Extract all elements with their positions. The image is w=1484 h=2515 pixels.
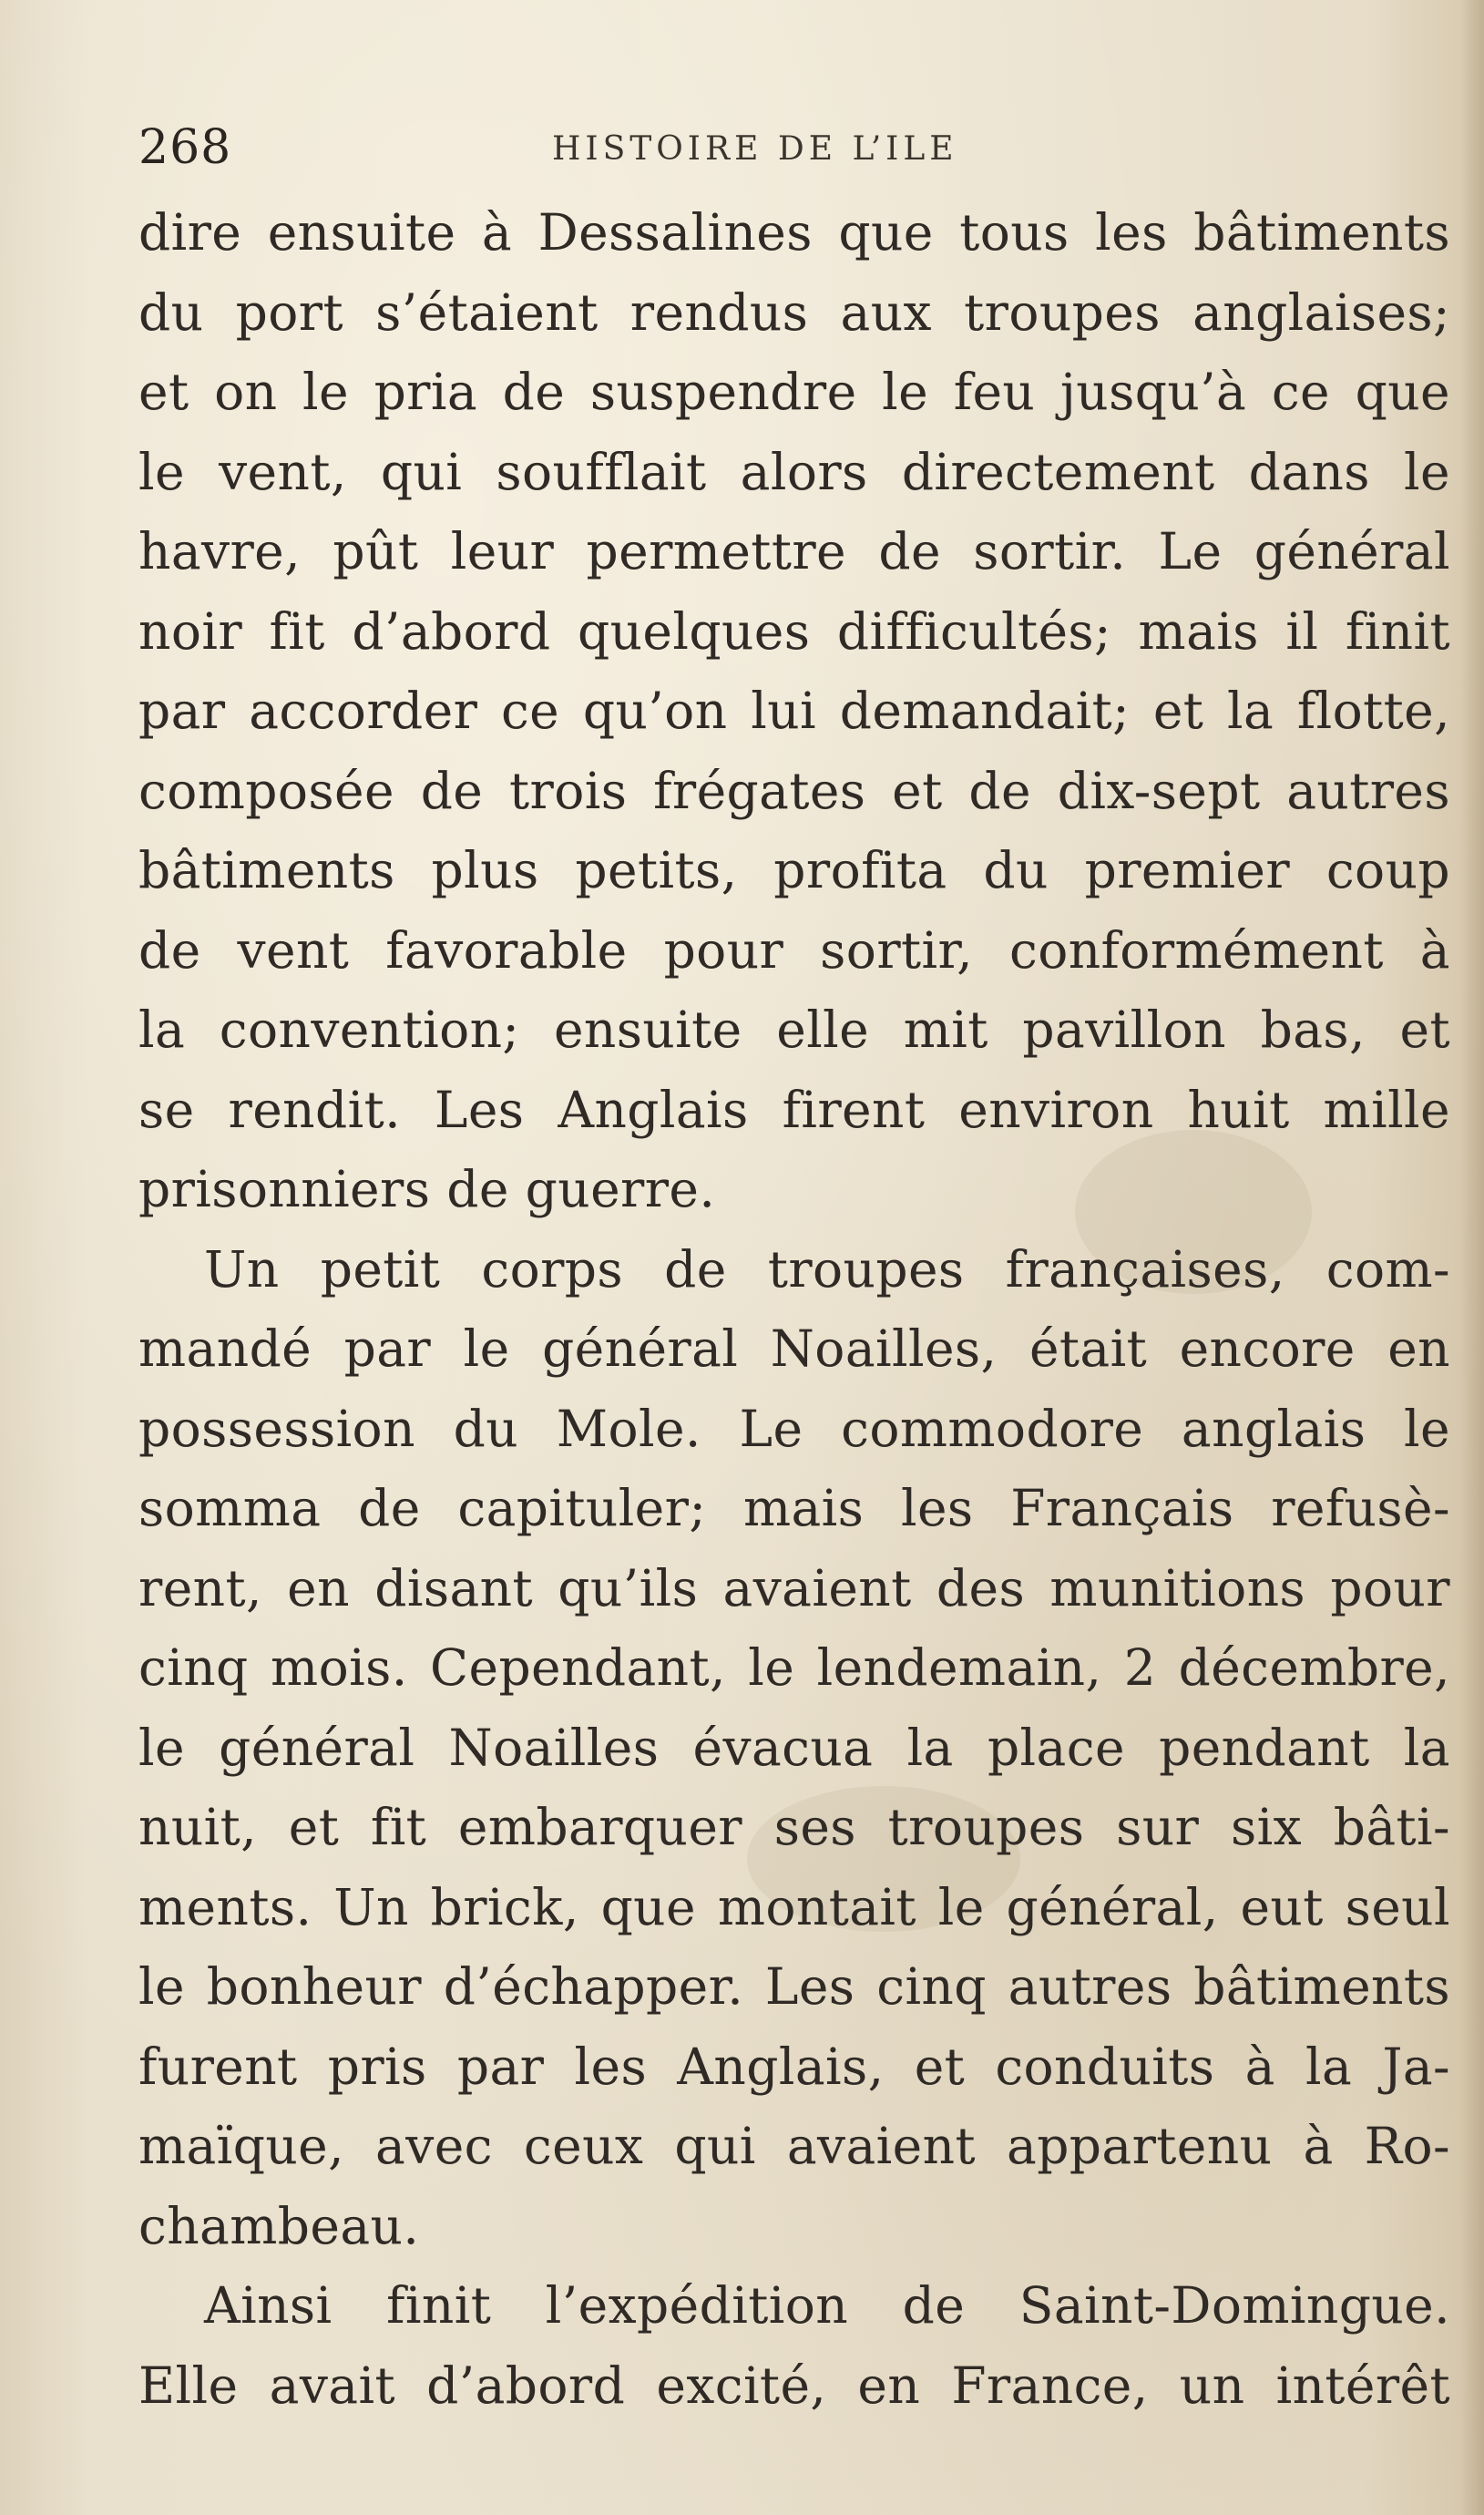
text-line: par accorder ce qu’on lui demandait; et la flotte, [138, 682, 1450, 740]
text-line: chambeau. [138, 2196, 420, 2255]
text-line: nuit, et fit embarquer ses troupes sur six bâti- [138, 1798, 1450, 1856]
text-line: somma de capituler; mais les Français refusè- [138, 1479, 1450, 1537]
text-line: possession du Mole. Le commodore anglais le [138, 1399, 1450, 1458]
running-title: HISTOIRE DE L’ILE [552, 130, 958, 168]
text-line: Un petit corps de troupes françaises, com- [204, 1239, 1450, 1299]
text-line: se rendit. Les Anglais firent environ huit mille [138, 1080, 1450, 1139]
text-line: le vent, qui soufflait alors directement dans le [138, 442, 1450, 501]
page-number: 268 [138, 120, 232, 175]
text-line: prisonniers de guerre. [138, 1160, 716, 1218]
text-line: mandé par le général Noailles, était encore en [138, 1319, 1450, 1378]
text-line: et on le pria de suspendre le feu jusqu’à ce que [138, 363, 1450, 421]
body-text [138, 193, 1450, 2426]
text-line: la convention; ensuite elle mit pavillon bas, et [138, 1001, 1450, 1059]
text-line: rent, en disant qu’ils avaient des munitions pour [138, 1558, 1450, 1617]
text-line: du port s’étaient rendus aux troupes anglaises; [138, 282, 1450, 342]
text-line: havre, pût leur permettre de sortir. Le général [138, 522, 1450, 580]
text-line: de vent favorable pour sortir, conformément à [138, 920, 1450, 980]
text-line: dire ensuite à Dessalines que tous les bâtiments [138, 203, 1450, 262]
text-line: ments. Un brick, que montait le général, eut seul [138, 1877, 1450, 1936]
text-line: le bonheur d’échapper. Les cinq autres bâtiments [138, 1957, 1450, 2016]
text-line: le général Noailles évacua la place pendant la [138, 1718, 1450, 1777]
text-line: cinq mois. Cependant, le lendemain, 2 décembre, [138, 1638, 1450, 1697]
text-line: Ainsi finit l’expédition de Saint-Domingue. [204, 2276, 1450, 2335]
text-line: maïque, avec ceux qui avaient appartenu à Ro- [138, 2117, 1450, 2175]
text-line: Elle avait d’abord excité, en France, un intérêt [138, 2356, 1450, 2415]
page-edge-shadow [1460, 0, 1484, 2515]
text-line: furent pris par les Anglais, et conduits à la Ja- [138, 2037, 1450, 2096]
text-line: noir fit d’abord quelques difficultés; mais il finit [138, 601, 1450, 661]
running-header [138, 118, 1450, 177]
text-line: bâtiments plus petits, profita du premier coup [138, 841, 1450, 899]
text-line: composée de trois frégates et de dix-sept autres [138, 761, 1450, 820]
